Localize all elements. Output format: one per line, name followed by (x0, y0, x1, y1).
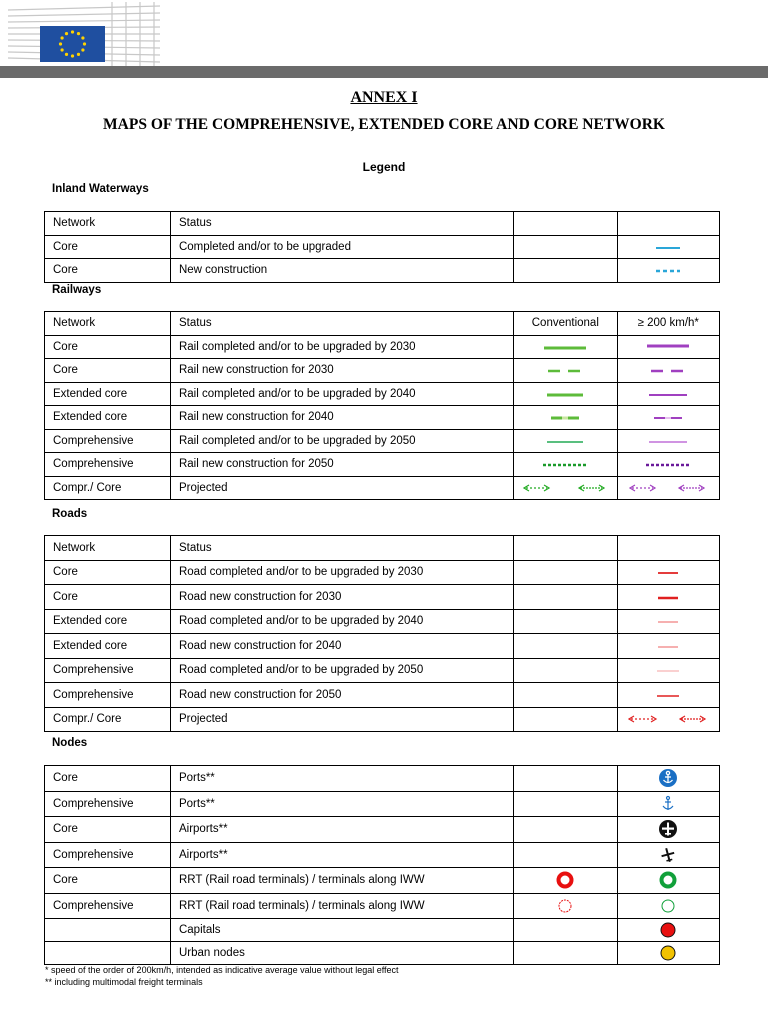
road-core-completed-icon (657, 568, 679, 576)
status-cell: Projected (170, 476, 513, 500)
status-cell: Urban nodes (170, 942, 513, 965)
table-row (45, 868, 720, 894)
header-network: Network (45, 212, 171, 236)
header-network: Network (45, 312, 171, 336)
table-row (45, 893, 720, 919)
rail-conv-projected-icon (523, 483, 607, 493)
status-cell: Airports** (170, 842, 513, 868)
network-cell: Core (45, 585, 171, 610)
network-cell: Extended core (45, 406, 171, 430)
rrt-core-rail-icon (555, 870, 575, 890)
network-cell: Core (45, 868, 171, 894)
header-high-speed: ≥ 200 km/h* (617, 312, 719, 336)
rail-fast-extended-new-icon (653, 413, 683, 421)
road-extended-completed-icon (657, 617, 679, 625)
document-title: MAPS OF THE COMPREHENSIVE, EXTENDED CORE AND CORE NETWORK (103, 116, 665, 133)
network-cell: Compr./ Core (45, 707, 171, 732)
status-cell: Completed and/or to be upgraded (170, 235, 513, 259)
table-row (45, 707, 720, 732)
rail-conv-comp-icon (546, 437, 584, 445)
network-cell: Comprehensive (45, 683, 171, 708)
header-conventional: Conventional (514, 312, 617, 336)
table-row (45, 312, 720, 336)
table-row (45, 842, 720, 868)
status-cell: Road completed and/or to be upgraded by 2050 (170, 658, 513, 683)
status-cell: Ports** (170, 766, 513, 792)
urban-node-dot-icon (659, 944, 677, 962)
road-comp-completed-icon (656, 666, 680, 674)
table-row (45, 359, 720, 383)
annex-title: ANNEX I (350, 89, 418, 106)
status-cell: Ports** (170, 791, 513, 817)
rail-conv-extended-new-icon (550, 413, 580, 421)
rrt-comp-rail-icon (556, 897, 574, 915)
footnote-multimodal: ** including multimodal freight terminals (45, 977, 203, 987)
status-cell: Rail new construction for 2040 (170, 406, 513, 430)
status-cell: Projected (170, 707, 513, 732)
network-cell: Comprehensive (45, 658, 171, 683)
table-row (45, 658, 720, 683)
rail-conv-dashed-icon (547, 366, 583, 374)
legend-heading: Legend (362, 160, 406, 174)
rail-fast-comp-icon (648, 437, 688, 445)
rail-fast-dashed-icon (650, 366, 686, 374)
table-row (45, 585, 720, 610)
table-row (45, 335, 720, 359)
network-cell: Comprehensive (45, 429, 171, 453)
status-cell: Airports** (170, 817, 513, 843)
footnotes (45, 964, 399, 988)
roads-heading: Roads (52, 508, 88, 520)
status-cell: Rail completed and/or to be upgraded by 2030 (170, 335, 513, 359)
iww-dashed-line-icon (655, 266, 681, 274)
table-row (45, 212, 720, 236)
status-cell: RRT (Rail road terminals) / terminals along IWW (170, 868, 513, 894)
table-row (45, 634, 720, 659)
network-cell (45, 942, 171, 965)
rail-fast-solid-icon (646, 343, 690, 351)
status-cell: Rail completed and/or to be upgraded by 2040 (170, 382, 513, 406)
network-cell: Core (45, 335, 171, 359)
network-cell: Extended core (45, 382, 171, 406)
rail-conv-solid-icon (543, 343, 587, 351)
footnote-speed: * speed of the order of 200km/h, intended as indicative average value without legal effect (45, 965, 399, 975)
table-row (45, 536, 720, 561)
table-row (45, 683, 720, 708)
network-cell: Extended core (45, 609, 171, 634)
network-cell: Compr./ Core (45, 476, 171, 500)
eu-flag-icon (40, 26, 105, 62)
capital-dot-icon (659, 921, 677, 939)
header-status: Status (170, 312, 513, 336)
iww-solid-line-icon (655, 243, 681, 251)
network-cell: Core (45, 259, 171, 283)
anchor-comp-port-icon (660, 795, 676, 813)
nodes-heading: Nodes (52, 737, 88, 749)
rail-conv-dotted-icon (542, 460, 588, 468)
table-row (45, 453, 720, 477)
network-cell: Core (45, 359, 171, 383)
status-cell: Road new construction for 2040 (170, 634, 513, 659)
road-extended-new-icon (657, 642, 679, 650)
status-cell: Rail completed and/or to be upgraded by 2050 (170, 429, 513, 453)
rail-conv-extended-icon (546, 390, 584, 398)
rail-fast-extended-icon (648, 390, 688, 398)
table-row (45, 382, 720, 406)
table-row (45, 942, 720, 965)
network-cell: Extended core (45, 634, 171, 659)
iww-heading: Inland Waterways (52, 183, 149, 195)
network-cell: Comprehensive (45, 842, 171, 868)
table-row (45, 476, 720, 500)
road-projected-icon (628, 714, 708, 724)
network-cell: Core (45, 235, 171, 259)
status-cell: Capitals (170, 919, 513, 942)
network-cell: Core (45, 766, 171, 792)
rail-table (44, 311, 720, 500)
rail-fast-dotted-icon (645, 460, 691, 468)
table-row (45, 609, 720, 634)
airplane-core-airport-icon (658, 819, 678, 839)
header-status: Status (170, 536, 513, 561)
network-cell: Comprehensive (45, 893, 171, 919)
table-row (45, 766, 720, 792)
header-network: Network (45, 536, 171, 561)
network-cell: Core (45, 560, 171, 585)
header-band (0, 66, 768, 78)
status-cell: New construction (170, 259, 513, 283)
roads-table (44, 535, 720, 732)
table-row (45, 235, 720, 259)
iww-table (44, 211, 720, 283)
rail-fast-projected-icon (629, 483, 707, 493)
status-cell: Road completed and/or to be upgraded by 2030 (170, 560, 513, 585)
table-row (45, 791, 720, 817)
table-row (45, 259, 720, 283)
status-cell: Road completed and/or to be upgraded by 2040 (170, 609, 513, 634)
airplane-comp-airport-icon (659, 846, 677, 864)
network-cell: Core (45, 817, 171, 843)
rrt-core-iww-icon (658, 870, 678, 890)
status-cell: Road new construction for 2030 (170, 585, 513, 610)
rail-heading: Railways (52, 284, 102, 296)
table-row (45, 919, 720, 942)
table-row (45, 817, 720, 843)
table-row (45, 429, 720, 453)
road-core-new-icon (657, 593, 679, 601)
status-cell: Rail new construction for 2030 (170, 359, 513, 383)
status-cell: Rail new construction for 2050 (170, 453, 513, 477)
table-row (45, 406, 720, 430)
status-cell: RRT (Rail road terminals) / terminals along IWW (170, 893, 513, 919)
table-row (45, 560, 720, 585)
network-cell: Comprehensive (45, 453, 171, 477)
network-cell (45, 919, 171, 942)
rrt-comp-iww-icon (659, 897, 677, 915)
anchor-core-port-icon (658, 768, 678, 788)
page-header (0, 0, 768, 78)
network-cell: Comprehensive (45, 791, 171, 817)
status-cell: Road new construction for 2050 (170, 683, 513, 708)
header-status: Status (170, 212, 513, 236)
nodes-table (44, 765, 720, 965)
road-comp-new-icon (656, 691, 680, 699)
